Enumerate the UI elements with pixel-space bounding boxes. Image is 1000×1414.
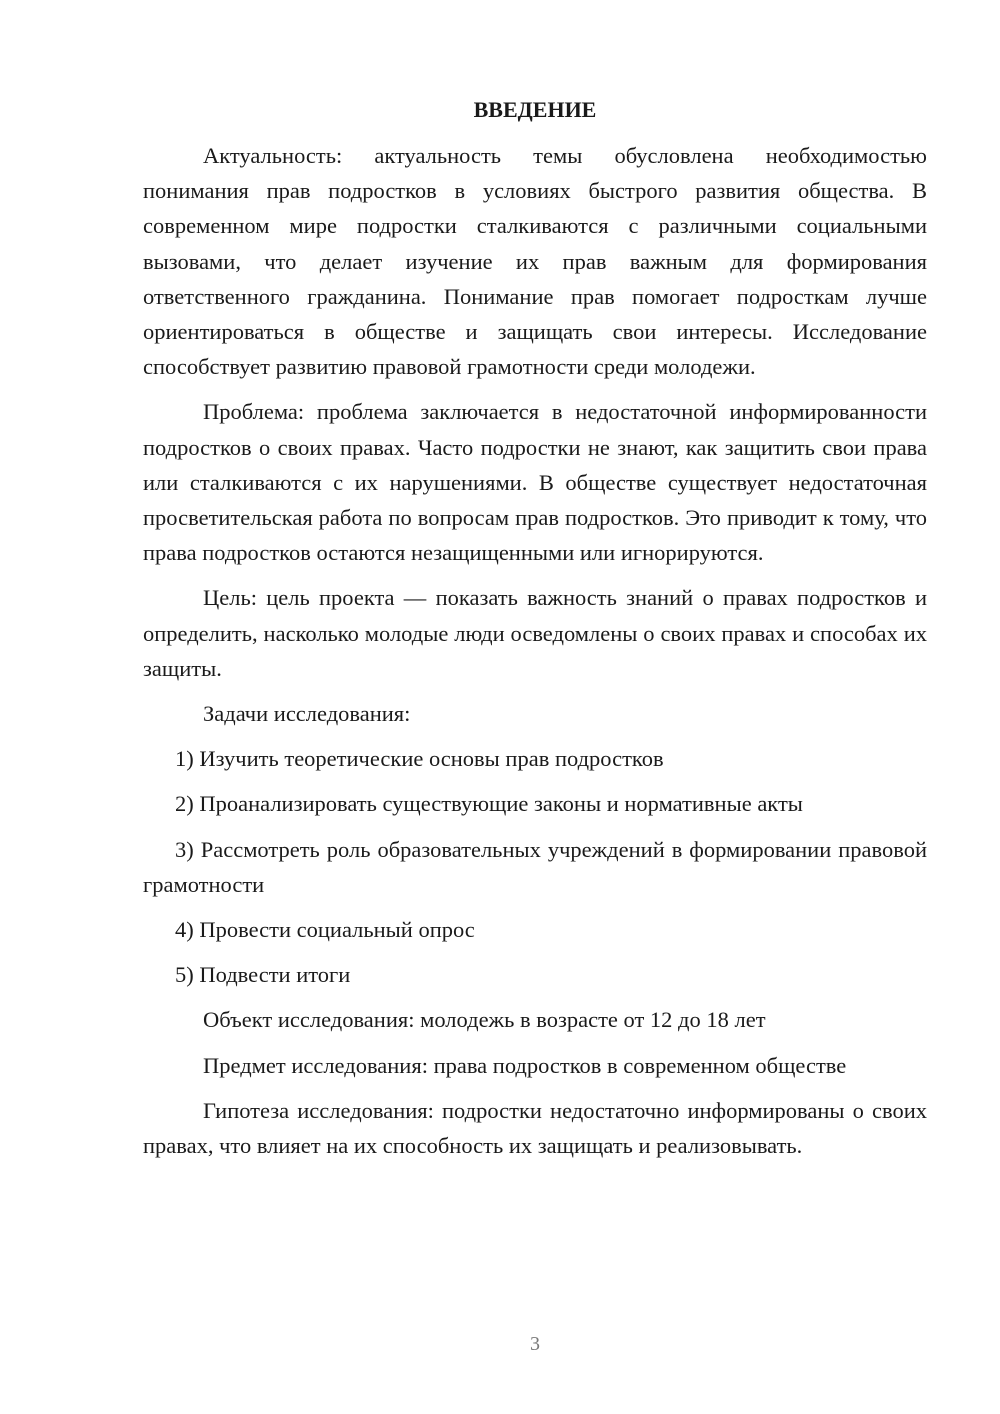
research-object: Объект исследования: молодежь в возрасте от 12 до 18 лет (203, 1007, 766, 1033)
tasks-heading: Задачи исследования: (203, 701, 411, 727)
goal-paragraph: Цель: цель проекта — показать важность знаний о правах подростков и определить, насколько молодые люди осведомлены о своих правах и способах их защиты. (143, 585, 927, 681)
task-item-2: 2) Проанализировать существующие законы и нормативные акты (175, 791, 803, 817)
task-item-4: 4) Провести социальный опрос (175, 917, 475, 943)
task-item-5: 5) Подвести итоги (175, 962, 351, 988)
task-item-3: 3) Рассмотреть роль образовательных учреждений в формировании правовой грамотности (143, 836, 927, 897)
page-title: ВВЕДЕНИЕ (473, 97, 597, 122)
relevance-paragraph: Актуальность: актуальность темы обусловлена необходимостью понимания прав подростков в условиях быстрого развития общества. В современном мире подростки сталкиваются с различными социальными вызовами, что делает изучение их прав важным для формирования ответственного гражданина. Понимание прав помогает подросткам лучше ориентироваться в обществе и защищать свои интересы. Исследование способствует развитию правовой грамотности среди молодежи. (143, 143, 927, 380)
research-hypothesis: Гипотеза исследования: подростки недостаточно информированы о своих правах, что влияет на их способность их защищать и реализовывать. (143, 1097, 927, 1159)
problem-paragraph: Проблема: проблема заключается в недостаточной информированности подростков о своих правах. Часто подростки не знают, как защитить свои права или сталкиваются с их нарушениями. В обществе существует недостаточная просветительская работа по вопросам прав подростков. Это приводит к тому, что права подростков остаются незащищенными или игнорируются. (143, 399, 927, 566)
task-item-1: 1) Изучить теоретические основы прав подростков (175, 746, 664, 772)
document-page (143, 92, 927, 1173)
research-subject: Предмет исследования: права подростков в современном обществе (203, 1052, 847, 1078)
page-number: 3 (530, 1333, 540, 1355)
